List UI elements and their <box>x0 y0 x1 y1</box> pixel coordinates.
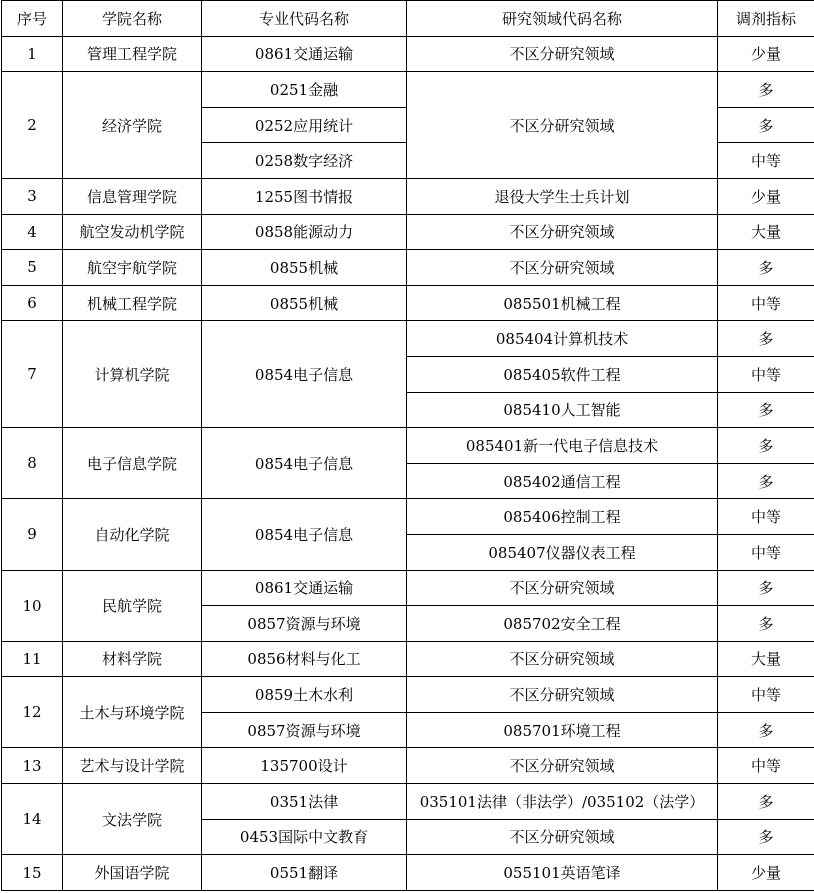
seq-cell: 7 <box>2 321 63 428</box>
seq-cell: 15 <box>2 855 63 891</box>
major-cell: 0859土木水利 <box>202 677 407 713</box>
seq-cell: 5 <box>2 250 63 286</box>
table-row <box>2 72 814 108</box>
field-cell: 不区分研究领域 <box>407 819 718 855</box>
major-cell: 0854电子信息 <box>202 499 407 570</box>
college-cell: 材料学院 <box>63 641 202 677</box>
college-cell: 自动化学院 <box>63 499 202 570</box>
quota-cell: 少量 <box>718 36 814 72</box>
table-row <box>2 250 814 286</box>
seq-cell: 6 <box>2 285 63 321</box>
table-row <box>2 784 814 820</box>
college-cell: 航空发动机学院 <box>63 214 202 250</box>
major-cell: 0861交通运输 <box>202 36 407 72</box>
table-row <box>2 748 814 784</box>
college-cell: 文法学院 <box>63 784 202 855</box>
major-cell: 0857资源与环境 <box>202 606 407 642</box>
quota-cell: 多 <box>718 463 814 499</box>
table-row <box>2 677 814 713</box>
major-cell: 0251金融 <box>202 72 407 108</box>
field-cell: 085402通信工程 <box>407 463 718 499</box>
quota-cell: 少量 <box>718 855 814 891</box>
seq-cell: 10 <box>2 570 63 641</box>
adjustment-quota-table <box>1 0 814 891</box>
field-cell: 不区分研究领域 <box>407 677 718 713</box>
quota-cell: 多 <box>718 570 814 606</box>
header-research-field: 研究领域代码名称 <box>407 1 718 37</box>
quota-cell: 多 <box>718 712 814 748</box>
table-row <box>2 36 814 72</box>
quota-cell: 中等 <box>718 748 814 784</box>
quota-cell: 中等 <box>718 677 814 713</box>
quota-cell: 多 <box>718 392 814 428</box>
field-cell: 不区分研究领域 <box>407 36 718 72</box>
table-row <box>2 178 814 214</box>
field-cell: 085410人工智能 <box>407 392 718 428</box>
field-cell: 055101英语笔译 <box>407 855 718 891</box>
college-cell: 信息管理学院 <box>63 178 202 214</box>
major-cell: 0855机械 <box>202 285 407 321</box>
major-cell: 0258数字经济 <box>202 143 407 179</box>
major-cell: 0861交通运输 <box>202 570 407 606</box>
major-cell: 0252应用统计 <box>202 107 407 143</box>
table-row <box>2 641 814 677</box>
quota-cell: 多 <box>718 250 814 286</box>
quota-cell: 中等 <box>718 499 814 535</box>
seq-cell: 12 <box>2 677 63 748</box>
field-cell: 085702安全工程 <box>407 606 718 642</box>
table-row <box>2 428 814 464</box>
field-cell: 085405软件工程 <box>407 356 718 392</box>
quota-cell: 少量 <box>718 178 814 214</box>
quota-cell: 多 <box>718 428 814 464</box>
quota-cell: 多 <box>718 72 814 108</box>
major-cell: 0854电子信息 <box>202 428 407 499</box>
field-cell: 085501机械工程 <box>407 285 718 321</box>
college-cell: 电子信息学院 <box>63 428 202 499</box>
quota-cell: 多 <box>718 321 814 357</box>
table-row <box>2 214 814 250</box>
table-row <box>2 855 814 891</box>
college-cell: 民航学院 <box>63 570 202 641</box>
quota-cell: 多 <box>718 819 814 855</box>
field-cell: 不区分研究领域 <box>407 641 718 677</box>
major-cell: 1255图书情报 <box>202 178 407 214</box>
seq-cell: 14 <box>2 784 63 855</box>
college-cell: 机械工程学院 <box>63 285 202 321</box>
header-row <box>2 1 814 37</box>
major-cell: 0351法律 <box>202 784 407 820</box>
field-cell: 035101法律（非法学）/035102（法学） <box>407 784 718 820</box>
field-cell: 085404计算机技术 <box>407 321 718 357</box>
seq-cell: 4 <box>2 214 63 250</box>
field-cell: 不区分研究领域 <box>407 570 718 606</box>
quota-cell: 大量 <box>718 214 814 250</box>
college-cell: 土木与环境学院 <box>63 677 202 748</box>
college-cell: 管理工程学院 <box>63 36 202 72</box>
field-cell: 不区分研究领域 <box>407 72 718 179</box>
table-row <box>2 285 814 321</box>
major-cell: 0856材料与化工 <box>202 641 407 677</box>
quota-cell: 多 <box>718 107 814 143</box>
field-cell: 085401新一代电子信息技术 <box>407 428 718 464</box>
quota-cell: 多 <box>718 784 814 820</box>
seq-cell: 2 <box>2 72 63 179</box>
field-cell: 085701环境工程 <box>407 712 718 748</box>
seq-cell: 9 <box>2 499 63 570</box>
quota-cell: 中等 <box>718 356 814 392</box>
table-row <box>2 570 814 606</box>
seq-cell: 3 <box>2 178 63 214</box>
major-cell: 0551翻译 <box>202 855 407 891</box>
header-seq: 序号 <box>2 1 63 37</box>
quota-cell: 中等 <box>718 534 814 570</box>
major-cell: 0453国际中文教育 <box>202 819 407 855</box>
seq-cell: 13 <box>2 748 63 784</box>
major-cell: 0854电子信息 <box>202 321 407 428</box>
field-cell: 不区分研究领域 <box>407 214 718 250</box>
quota-cell: 大量 <box>718 641 814 677</box>
quota-cell: 多 <box>718 606 814 642</box>
college-cell: 外国语学院 <box>63 855 202 891</box>
header-college: 学院名称 <box>63 1 202 37</box>
seq-cell: 11 <box>2 641 63 677</box>
table-row <box>2 499 814 535</box>
field-cell: 不区分研究领域 <box>407 748 718 784</box>
college-cell: 计算机学院 <box>63 321 202 428</box>
header-quota: 调剂指标 <box>718 1 814 37</box>
seq-cell: 8 <box>2 428 63 499</box>
table-row <box>2 321 814 357</box>
college-cell: 航空宇航学院 <box>63 250 202 286</box>
college-cell: 艺术与设计学院 <box>63 748 202 784</box>
field-cell: 退役大学生士兵计划 <box>407 178 718 214</box>
field-cell: 085406控制工程 <box>407 499 718 535</box>
field-cell: 085407仪器仪表工程 <box>407 534 718 570</box>
major-cell: 135700设计 <box>202 748 407 784</box>
quota-cell: 中等 <box>718 143 814 179</box>
college-cell: 经济学院 <box>63 72 202 179</box>
major-cell: 0857资源与环境 <box>202 712 407 748</box>
header-major: 专业代码名称 <box>202 1 407 37</box>
major-cell: 0855机械 <box>202 250 407 286</box>
field-cell: 不区分研究领域 <box>407 250 718 286</box>
major-cell: 0858能源动力 <box>202 214 407 250</box>
quota-cell: 中等 <box>718 285 814 321</box>
seq-cell: 1 <box>2 36 63 72</box>
